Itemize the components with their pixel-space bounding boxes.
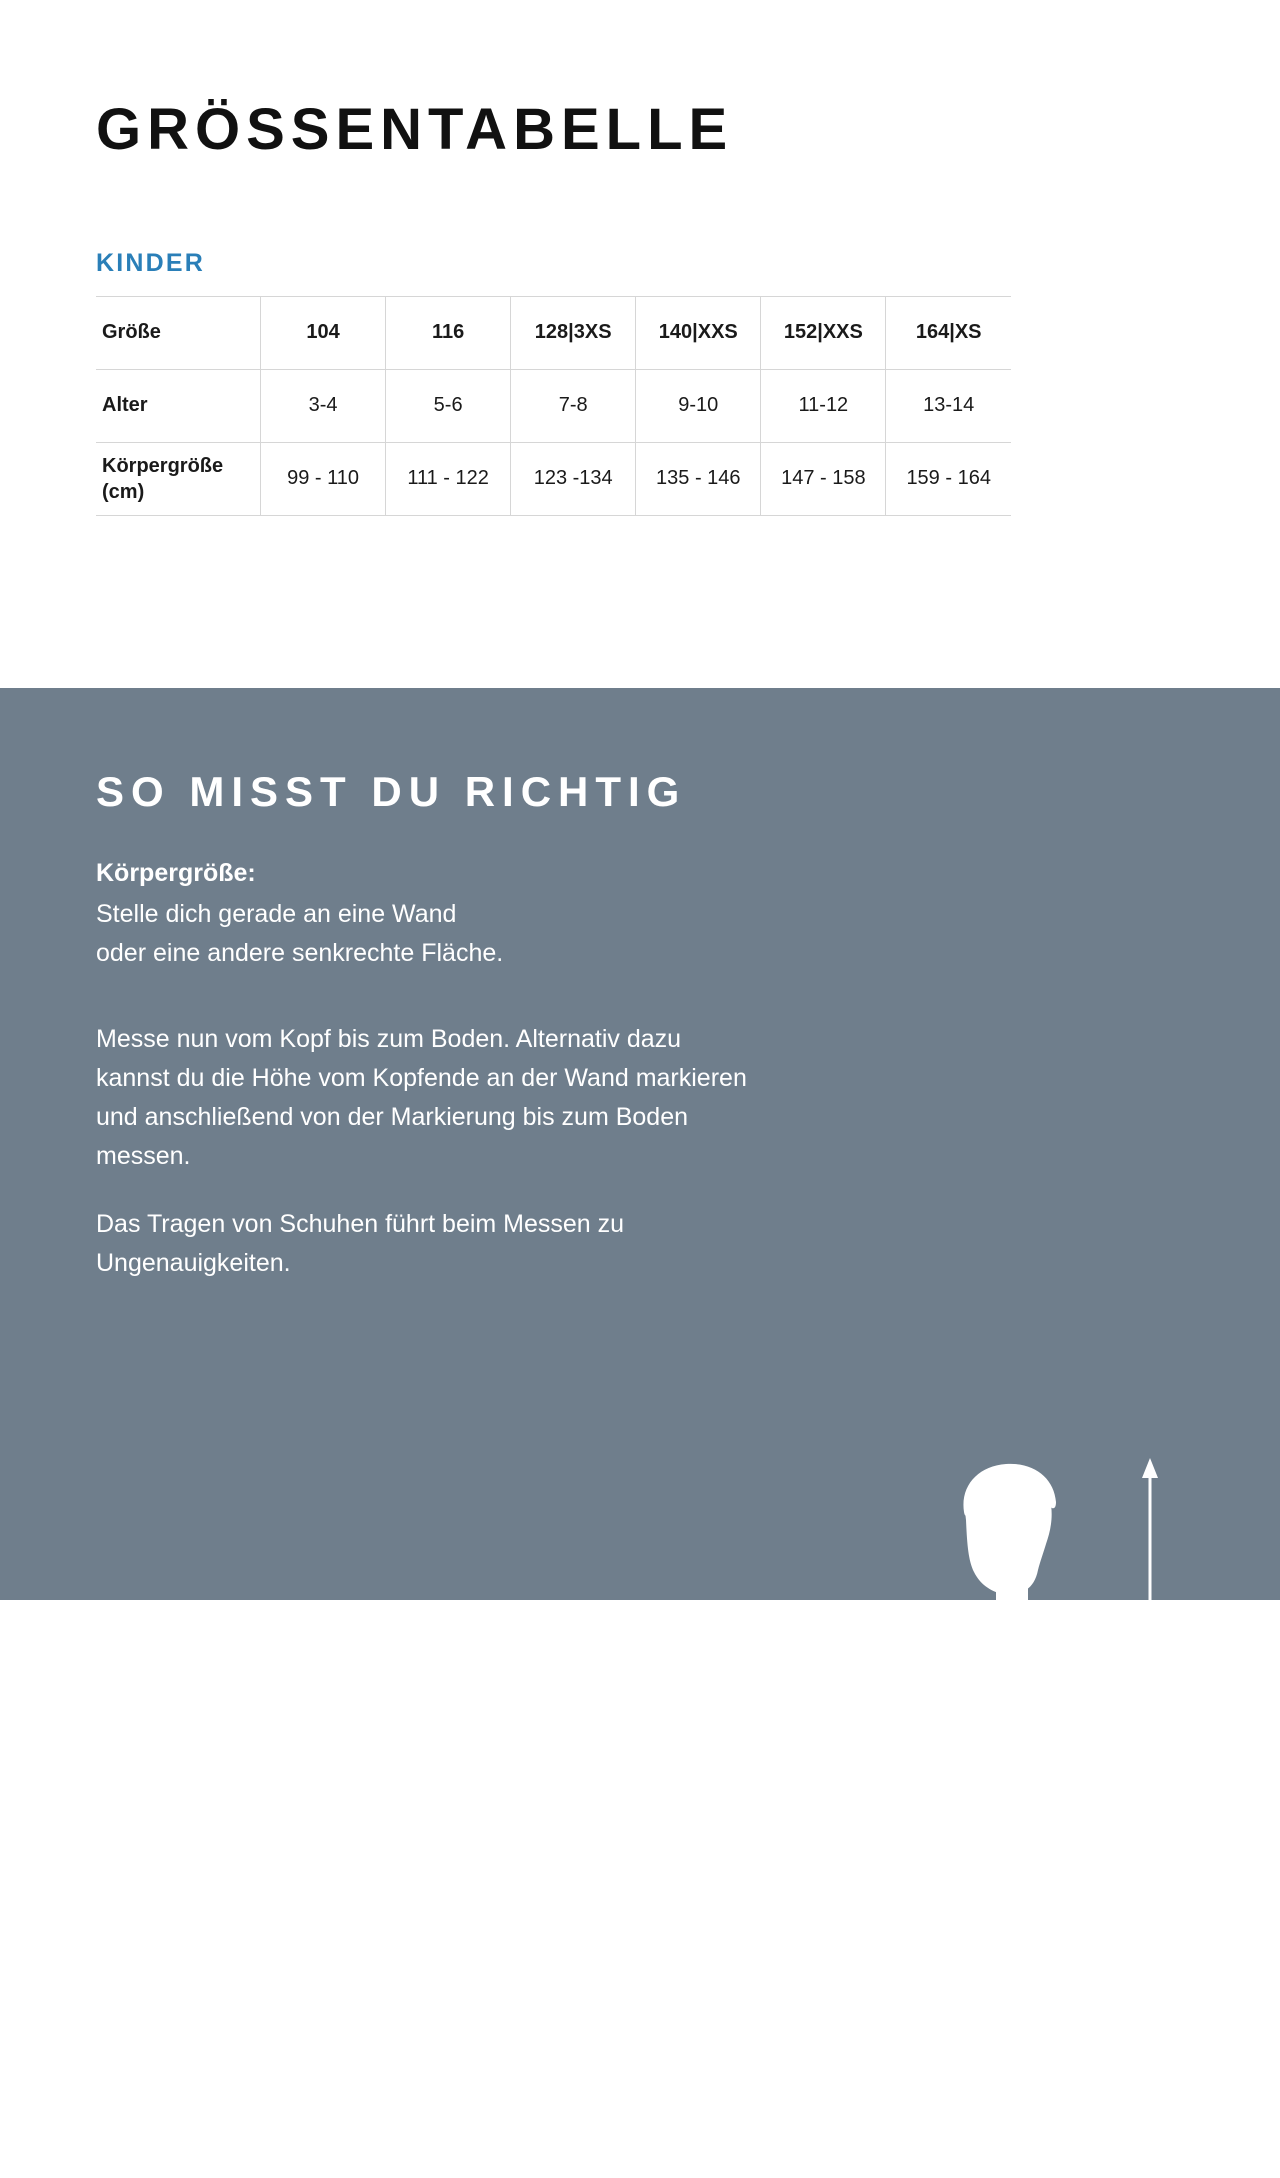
table-cell-height-5: 159 - 164 bbox=[886, 442, 1011, 515]
row-header-height-line1: Körpergröße bbox=[102, 454, 224, 477]
height-measure-arrow bbox=[1140, 1458, 1160, 2178]
measure-lead: Körpergröße: bbox=[96, 859, 256, 887]
measure-title: SO MISST DU RICHTIG bbox=[96, 768, 687, 815]
table-cell-size-2: 128|3XS bbox=[511, 296, 636, 369]
row-header-height bbox=[96, 442, 261, 515]
measure-paragraph-1-line1: Stelle dich gerade an eine Wand bbox=[96, 899, 457, 928]
table-cell-size-4: 152|XXS bbox=[761, 296, 886, 369]
table-cell-height-4: 147 - 158 bbox=[761, 442, 886, 515]
measure-paragraph-1-line2: oder eine andere senkrechte Fläche. bbox=[96, 938, 504, 967]
table-cell-age-3: 9-10 bbox=[636, 369, 761, 442]
section-label-kinder: KINDER bbox=[96, 248, 206, 277]
table-row-height bbox=[96, 442, 1011, 515]
table-cell-size-5: 164|XS bbox=[886, 296, 1011, 369]
child-silhouette-figure bbox=[910, 1458, 1090, 2178]
measure-instructions-section bbox=[0, 688, 1280, 1913]
table-row-size bbox=[96, 296, 1011, 369]
table-cell-height-2: 123 -134 bbox=[511, 442, 636, 515]
measure-paragraph-1 bbox=[96, 895, 756, 973]
measure-text-block bbox=[96, 854, 756, 1283]
measure-paragraph-3: Das Tragen von Schuhen führt beim Messen zu Ungenauigkeiten. bbox=[96, 1210, 625, 1277]
table-cell-age-4: 11-12 bbox=[761, 369, 886, 442]
table-cell-age-1: 5-6 bbox=[386, 369, 511, 442]
table-cell-age-2: 7-8 bbox=[511, 369, 636, 442]
table-cell-size-3: 140|XXS bbox=[636, 296, 761, 369]
arrow-caption-koerpergroesse: KÖRPERGRÖSSE bbox=[1177, 1688, 1202, 1913]
row-header-age: Alter bbox=[96, 369, 261, 442]
row-header-height-line2: (cm) bbox=[102, 480, 145, 503]
size-table bbox=[96, 296, 1011, 516]
row-header-size: Größe bbox=[96, 296, 261, 369]
table-cell-height-0: 99 - 110 bbox=[261, 442, 386, 515]
table-cell-height-1: 111 - 122 bbox=[386, 442, 511, 515]
size-table-section bbox=[0, 0, 1280, 688]
table-cell-height-3: 135 - 146 bbox=[636, 442, 761, 515]
table-cell-age-5: 13-14 bbox=[886, 369, 1011, 442]
page-title: GRÖSSENTABELLE bbox=[96, 97, 734, 162]
measure-paragraph-2: Messe nun vom Kopf bis zum Boden. Alternativ dazu kannst du die Höhe vom Kopfende an der Wand markieren und anschließend von der Markierung bis zum Boden messen. bbox=[96, 1025, 747, 1170]
table-row-age bbox=[96, 369, 1011, 442]
table-cell-age-0: 3-4 bbox=[261, 369, 386, 442]
table-cell-size-0: 104 bbox=[261, 296, 386, 369]
table-cell-size-1: 116 bbox=[386, 296, 511, 369]
